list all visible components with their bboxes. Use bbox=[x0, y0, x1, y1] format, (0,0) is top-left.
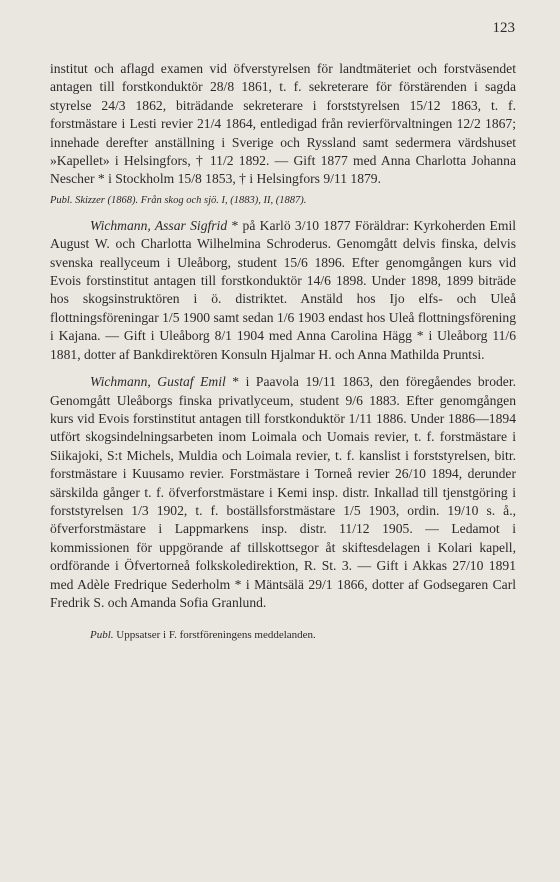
entry-wichmann-assar bbox=[50, 217, 516, 364]
publication-line bbox=[50, 193, 516, 208]
publ-text: Skizzer (1868). Från skog och sjö. I, (1883), II, (1887). bbox=[75, 194, 307, 206]
paragraph-continuation: institut och aflagd examen vid öfverstyrelsen för landtmäteriet och forstväsendet antagen till forstkonduktör 28/8 1861, t. f. sekreterare för förstärenden i sagda styrelse 24/3 1862, biträdande sekreterare i forststyrelsen 15/12 1863, t. f. forstmästare i Lesti revier 21/4 1864, entledigad från revierförvaltningen 12/2 1867; innehade derefter anställning i Sverige och Ryssland samt sedermera värdshuset »Kapellet» i Helsingfors, † 11/2 1892. — Gift 1877 med Anna Charlotta Johanna Nescher * i Stockholm 15/8 1853, † i Helsingfors 9/11 1879. bbox=[50, 61, 516, 187]
page-body bbox=[50, 60, 516, 645]
page-number: 123 bbox=[492, 20, 515, 36]
publ-label: Publ. bbox=[90, 629, 114, 642]
publication-line bbox=[50, 626, 516, 644]
publ-text: Uppsatser i F. forstföreningens meddelanden. bbox=[116, 629, 316, 642]
entry-wichmann-gustaf bbox=[50, 373, 516, 612]
publ-label: Publ. bbox=[50, 194, 73, 206]
entry-name: Wichmann, Gustaf Emil bbox=[90, 374, 226, 390]
entry-text: * i Paavola 19/11 1863, den föregåendes broder. Genomgått Uleåborgs finska privatlyceum, student 9/6 1883. Efter genomgången kurs vid Evois forstinstitut antagen till forstkonduktör 1/11 1886. Under 1886—1894 utfört skogsindelningsarbeten inom Loimala och Uomais revier, t. f. forstmästare i Siikajoki, S:t Michels, Muldia och Loimala revier, t. f. kanslist i forststyrelsen, bitr. forstmästare i Kuusamo revier. Forstmästare i Torneå revier 26/10 1894, derunder särskilda gånger t. f. öfverforstmästare i Kemi insp. distr. Inkallad till tjenstgöring i forststyrelsen 1/3 1902, t. f. boställsforstmästare 1/5 1903, ordin. 19/10 s. å., öfverforstmästare i Lappmarkens insp. distr. 11/12 1905. — Ledamot i kommissionen för uppgörande af tillskottsegor åt skiftesdelagen i Kolari kapell, ordförande i Öfvertorneå folkskoledirektion, R. St. 3. — Gift i Akkas 27/10 1891 med Adèle Fredrique Sederholm * i Mäntsälä 29/1 1866, dotter af Godsegaren Carl Fredrik S. och Amanda Sofia Granlund. bbox=[50, 374, 516, 610]
entry-text: * på Karlö 3/10 1877 Föräldrar: Kyrkoherden Emil August W. och Charlotta Wilhelmina Schroderus. Genomgått delvis finska, delvis svenska reallyceum i Uleåborg, student 15/6 1896. Efter genomgången kurs vid Evois forstinstitut antagen till forstkonduktör 14/6 1898. Under 1898, 1899 biträde hos skogsinstruktören i ö. distriktet. Anstäld hos Ijo elfs- och Uleå flottningsföreningar 1/5 1900 samt sedan 1/6 1903 endast hos Uleå flottningsförening i Kajana. — Gift i Uleåborg 8/1 1904 med Anna Carolina Hägg * i Uleåborg 11/6 1881, dotter af Bankdirektören Konsuln Hjalmar H. och Anna Mathilda Pruntsi. bbox=[50, 217, 516, 362]
entry-name: Wichmann, Assar Sigfrid bbox=[90, 217, 228, 233]
